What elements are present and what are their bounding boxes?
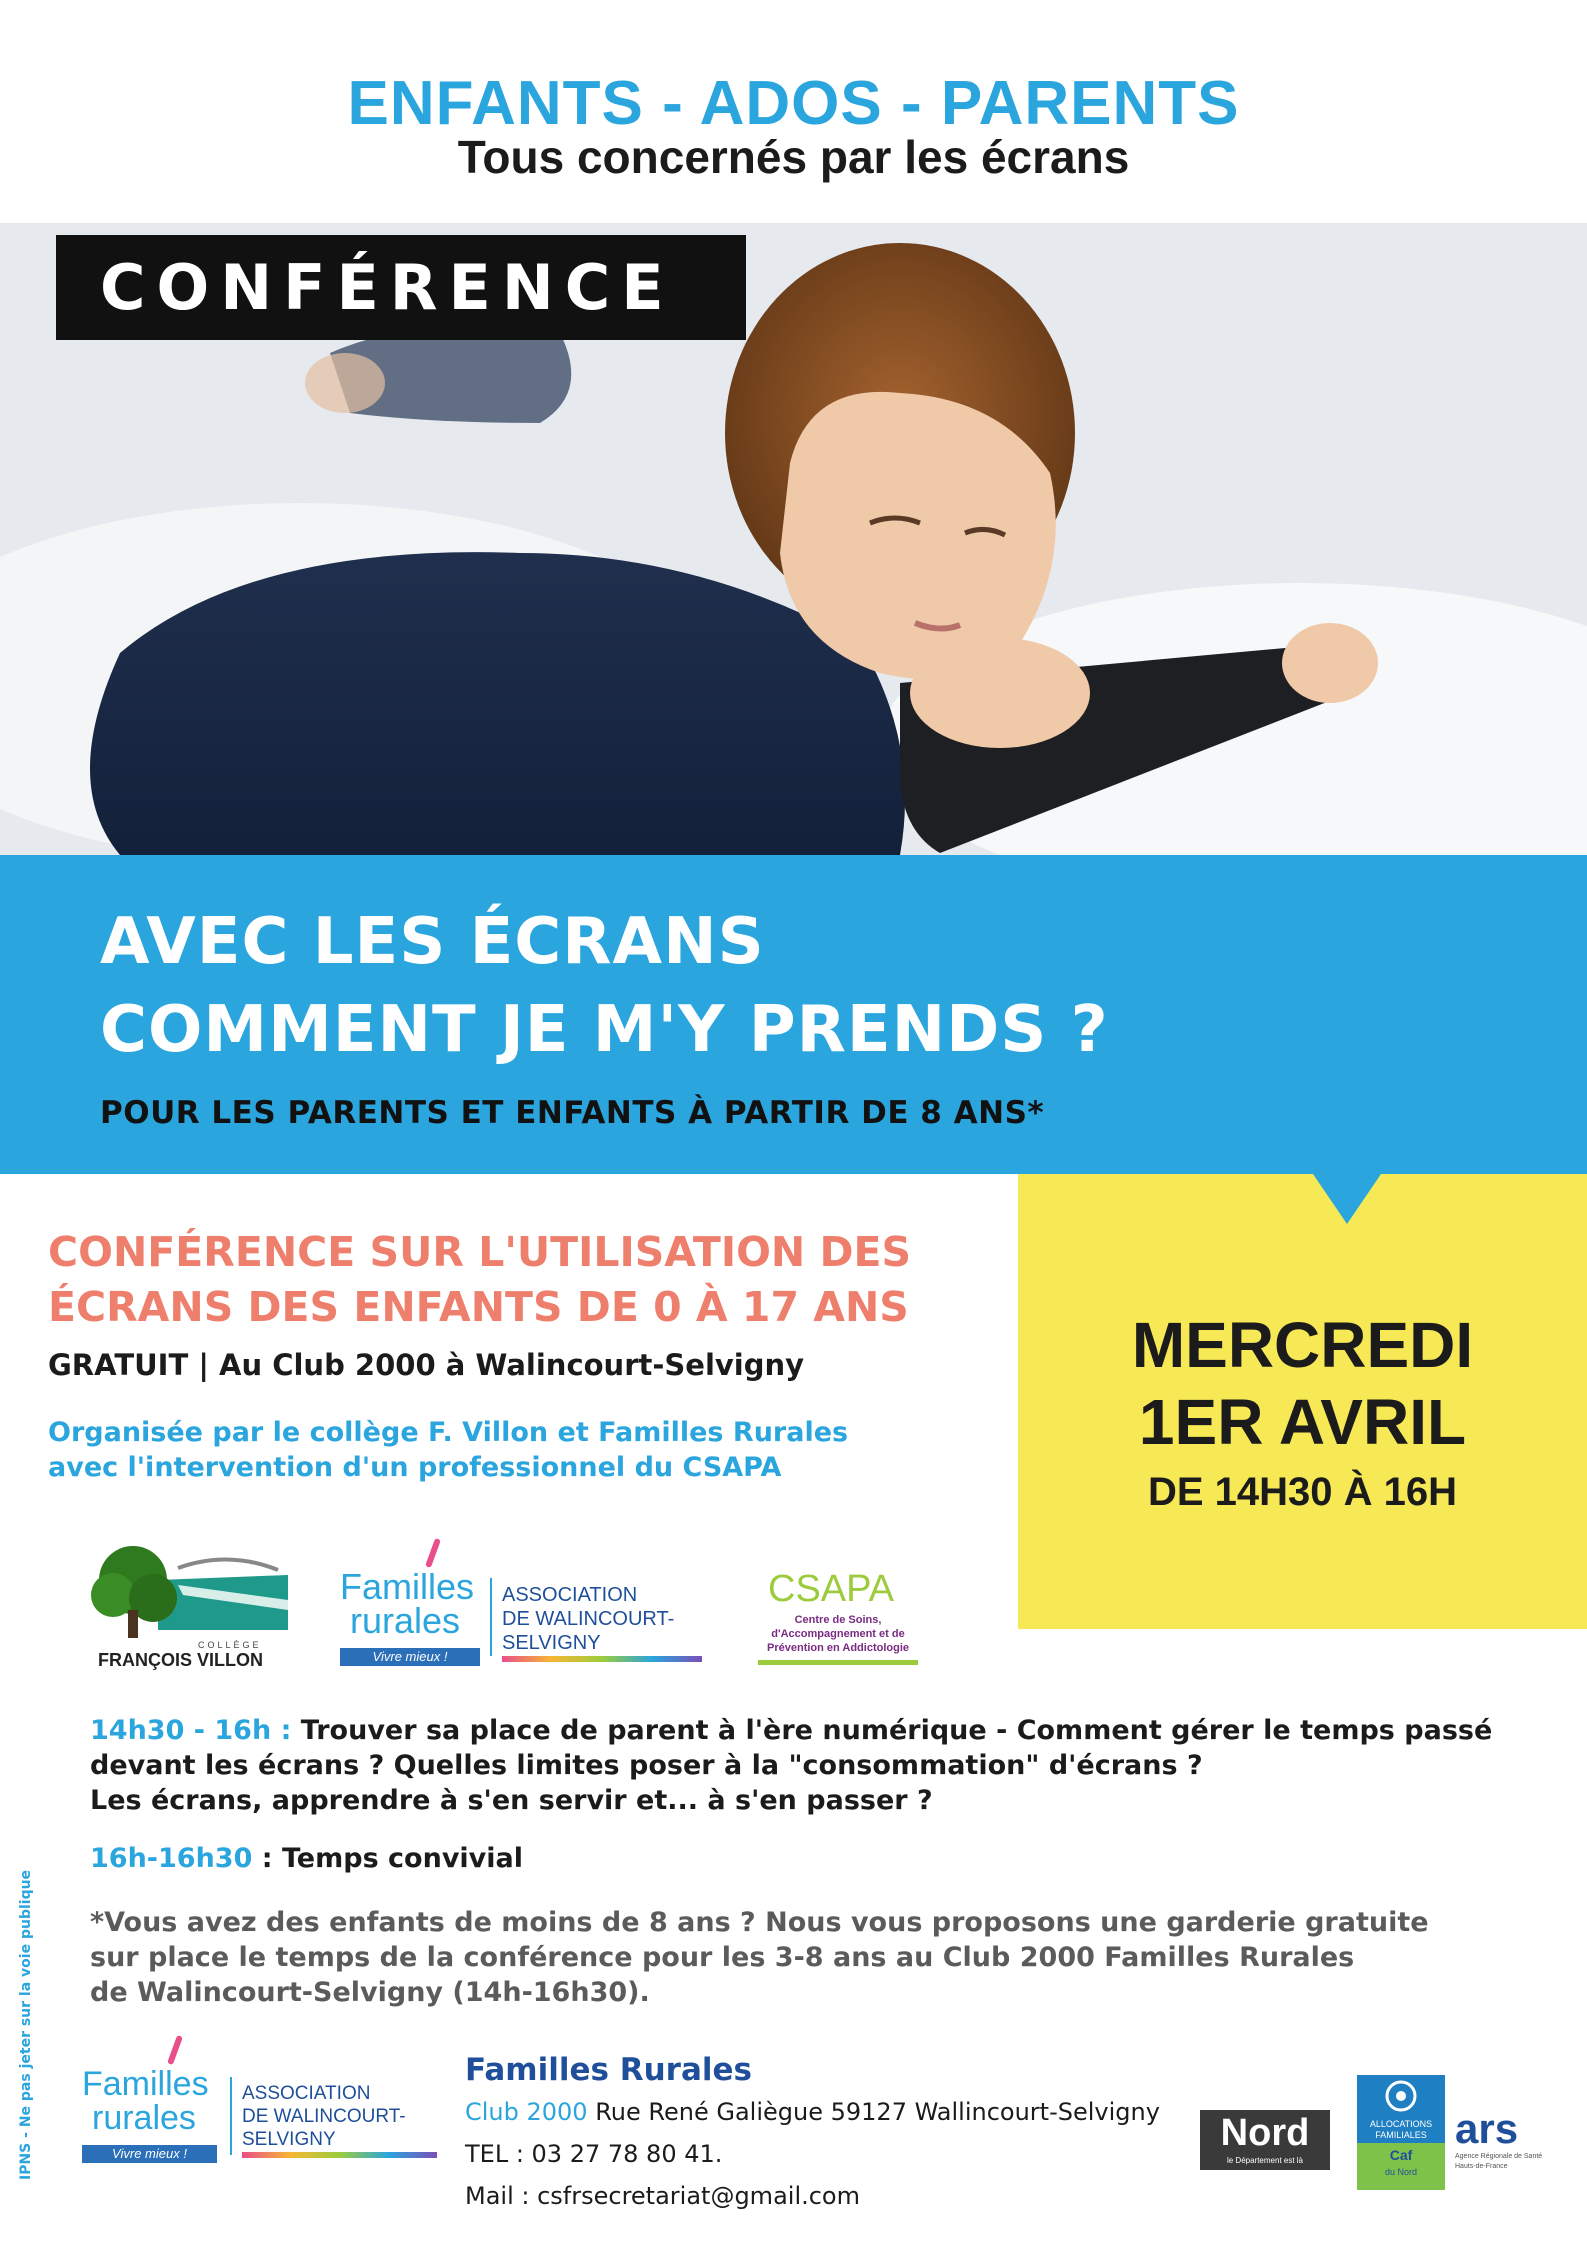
- venue-text: GRATUIT | Au Club 2000 à Walincourt-Selvigny: [48, 1348, 805, 1382]
- footer-address: Club 2000 Rue René Galiègue 59127 Wallincourt-Selvigny: [465, 2098, 1160, 2126]
- program-item-1-line3: Les écrans, apprendre à s'en servir et... à s'en passer ?: [90, 1785, 933, 1816]
- csapa-logo: CSAPA Centre de Soins, d'Accompagnement et de Prévention en Addictologie: [758, 1568, 918, 1668]
- caf-emblem-icon: [1357, 2075, 1445, 2117]
- conference-topic-line1: CONFÉRENCE SUR L'UTILISATION DES: [48, 1228, 912, 1276]
- footer-familles-rurales-logo: Familles rurales Vivre mieux ! ASSOCIATION DE WALINCOURT- SELVIGNY: [82, 2035, 452, 2165]
- caf-logo: ALLOCATIONS FAMILIALES Caf du Nord: [1357, 2075, 1445, 2190]
- familles-rurales-logo: Familles rurales Vivre mieux ! ASSOCIATION DE WALINCOURT- SELVIGNY: [340, 1538, 710, 1668]
- date-date: 1ER AVRIL: [1138, 1386, 1467, 1458]
- program-item-1: 14h30 - 16h : Trouver sa place de parent à l'ère numérique - Comment gérer le temps passé: [90, 1715, 1493, 1746]
- footer-org-name: Familles Rurales: [465, 2052, 752, 2088]
- headline-subtitle: POUR LES PARENTS ET ENFANTS À PARTIR DE 8 ANS*: [100, 1095, 1045, 1131]
- nord-logo: Nord le Département est là: [1200, 2110, 1330, 2170]
- date-hours: DE 14H30 À 16H: [1147, 1470, 1458, 1514]
- program-item-1-line2: devant les écrans ? Quelles limites poser à la "consommation" d'écrans ?: [90, 1750, 1203, 1781]
- childcare-note-line1: *Vous avez des enfants de moins de 8 ans ? Nous vous proposons une garderie gratuite: [90, 1907, 1429, 1938]
- organizer-line1: Organisée par le collège F. Villon et Familles Rurales: [48, 1417, 849, 1448]
- speech-notch: [1313, 1174, 1381, 1224]
- program-item-2: 16h-16h30 : Temps convivial: [90, 1843, 524, 1874]
- conference-topic-line2: ÉCRANS DES ENFANTS DE 0 À 17 ANS: [48, 1283, 909, 1331]
- footer-email: Mail : csfrsecretariat@gmail.com: [465, 2182, 860, 2210]
- header-subtitle: Tous concernés par les écrans: [457, 131, 1130, 183]
- figure-icon: [167, 2035, 183, 2065]
- figure-icon: [425, 1538, 441, 1568]
- conference-label: CONFÉRENCE: [56, 235, 746, 340]
- footer-phone: TEL : 03 27 78 80 41.: [465, 2140, 723, 2168]
- date-day: MERCREDI: [1131, 1309, 1474, 1381]
- ipns-side-text: IPNS - Ne pas jeter sur la voie publique: [18, 1869, 34, 2180]
- headline-line1: AVEC LES ÉCRANS: [100, 905, 765, 979]
- header-title: ENFANTS - ADOS - PARENTS: [347, 69, 1240, 138]
- headline-line2: COMMENT JE M'Y PRENDS ?: [100, 993, 1109, 1067]
- organizer-line2: avec l'intervention d'un professionnel du CSAPA: [48, 1452, 782, 1483]
- college-logo: COLLÈGE FRANÇOIS VILLON: [88, 1540, 288, 1670]
- ars-logo: ars Agence Régionale de Santé Hauts-de-France: [1455, 2105, 1543, 2170]
- childcare-note-line2: sur place le temps de la conférence pour les 3-8 ans au Club 2000 Familles Rurales: [90, 1942, 1355, 1973]
- childcare-note-line3: de Walincourt-Selvigny (14h-16h30).: [90, 1977, 650, 2008]
- tree-icon: [88, 1540, 288, 1640]
